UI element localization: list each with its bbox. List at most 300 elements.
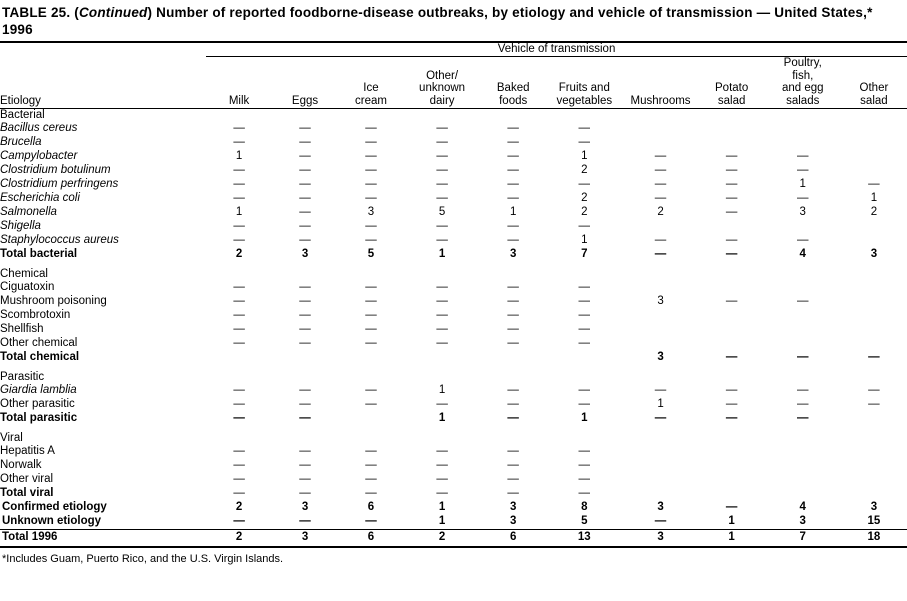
cell-baked-foods: 3	[509, 501, 517, 513]
row-label: Scombrotoxin	[0, 309, 71, 321]
cell-fruits-vegetables: 7	[581, 248, 588, 260]
cell-eggs	[272, 350, 338, 364]
cell-mushrooms: 3	[657, 295, 664, 307]
summary-row-confirmed	[0, 500, 907, 514]
header-milk-line1: Milk	[228, 94, 250, 107]
cell-ice-cream: —	[365, 192, 377, 204]
cell-mushrooms: —	[654, 178, 667, 190]
cell-other-salad	[841, 294, 907, 308]
table-row-total	[0, 486, 907, 500]
cell-potato-salad: 1	[728, 531, 735, 543]
cell-milk: —	[233, 323, 245, 335]
cell-poultry-salads: 1	[799, 178, 806, 190]
header-ice-cream-line2: cream	[355, 94, 387, 107]
cell-potato-salad	[699, 135, 765, 149]
table-row	[0, 444, 907, 458]
cell-eggs: —	[299, 234, 311, 246]
cell-poultry-salads: —	[796, 295, 809, 307]
cell-poultry-salads	[765, 219, 841, 233]
cell-mushrooms	[622, 458, 698, 472]
cell-fruits-vegetables: —	[578, 295, 591, 307]
cell-other-dairy: —	[436, 337, 448, 349]
cell-poultry-salads	[765, 444, 841, 458]
header-baked-foods	[480, 57, 546, 108]
cell-eggs: —	[299, 337, 311, 349]
cell-other-dairy: 1	[438, 501, 446, 513]
cell-ice-cream: —	[365, 445, 377, 457]
cell-fruits-vegetables: 2	[581, 164, 588, 176]
cell-mushrooms	[622, 280, 698, 294]
summary-row-total	[0, 530, 907, 545]
cell-mushrooms: —	[654, 248, 667, 260]
cell-mushrooms: —	[654, 150, 667, 162]
table-row	[0, 163, 907, 177]
group-spacer-chemical	[206, 268, 907, 280]
cell-eggs: —	[299, 459, 311, 471]
cell-baked-foods: 3	[509, 248, 517, 260]
cell-other-salad	[841, 219, 907, 233]
cell-potato-salad	[699, 472, 765, 486]
cell-mushrooms: —	[654, 412, 667, 424]
cell-milk: —	[233, 515, 245, 527]
cell-eggs: —	[299, 445, 311, 457]
outbreaks-table	[0, 43, 907, 548]
cell-eggs: —	[299, 192, 311, 204]
cell-eggs: —	[299, 220, 311, 232]
cell-milk: —	[233, 398, 245, 410]
cell-eggs: —	[299, 136, 311, 148]
cell-other-dairy: 1	[438, 248, 446, 260]
cell-eggs: —	[299, 178, 311, 190]
cell-milk: —	[233, 178, 245, 190]
cell-ice-cream	[338, 350, 404, 364]
header-potato-line2: salad	[717, 94, 746, 107]
cell-poultry-salads	[765, 135, 841, 149]
cell-eggs: —	[299, 309, 311, 321]
row-label: Salmonella	[0, 206, 57, 218]
cell-baked-foods: —	[507, 295, 519, 307]
cell-other-dairy: —	[436, 122, 448, 134]
table-row	[0, 205, 907, 219]
cell-potato-salad: 1	[728, 515, 735, 527]
row-label: Other chemical	[0, 337, 78, 349]
cell-other-dairy: —	[436, 178, 448, 190]
table-row	[0, 383, 907, 397]
cell-poultry-salads: —	[796, 351, 809, 363]
cell-other-dairy: —	[436, 323, 448, 335]
cell-baked-foods: —	[507, 178, 519, 190]
cell-milk: —	[233, 473, 245, 485]
cell-ice-cream: 6	[367, 501, 375, 513]
cell-potato-salad: —	[725, 234, 738, 246]
cell-eggs: 3	[301, 531, 309, 543]
cell-mushrooms	[622, 322, 698, 336]
cell-poultry-salads: 3	[799, 206, 806, 218]
cell-milk: 1	[235, 150, 243, 162]
cell-fruits-vegetables: —	[578, 281, 591, 293]
cell-ice-cream: —	[365, 309, 377, 321]
table-row	[0, 219, 907, 233]
cell-fruits-vegetables: —	[578, 178, 591, 190]
cell-other-salad	[841, 121, 907, 135]
table-row	[0, 336, 907, 350]
cell-other-salad: —	[868, 398, 880, 410]
cell-baked-foods: —	[507, 398, 519, 410]
cell-ice-cream: —	[365, 164, 377, 176]
cell-ice-cream: —	[365, 459, 377, 471]
cell-mushrooms: 3	[657, 351, 664, 363]
header-ice-cream-line1: Ice	[363, 82, 379, 94]
cell-milk: 1	[235, 206, 243, 218]
cell-potato-salad: —	[725, 206, 738, 218]
cell-milk: —	[233, 487, 245, 499]
cell-mushrooms: —	[654, 384, 667, 396]
cell-poultry-salads	[765, 486, 841, 500]
table-row	[0, 472, 907, 486]
cell-ice-cream: —	[365, 295, 377, 307]
cell-ice-cream: —	[365, 178, 377, 190]
footnote: *Includes Guam, Puerto Rico, and the U.S. Virgin Islands.	[2, 553, 284, 565]
cell-potato-salad: —	[725, 412, 738, 424]
row-label: Unknown etiology	[2, 515, 102, 527]
header-mushrooms-line1: Mushrooms	[630, 94, 691, 107]
cell-baked-foods: —	[507, 323, 519, 335]
cell-ice-cream: —	[365, 473, 377, 485]
cell-other-salad: —	[868, 384, 880, 396]
cell-milk: —	[233, 459, 245, 471]
cell-other-salad	[841, 411, 907, 425]
cell-baked-foods: —	[507, 122, 519, 134]
header-baked-line1: Baked	[496, 82, 530, 94]
header-other-unknown-dairy	[404, 57, 480, 108]
header-fruits-line1: Fruits and	[558, 82, 610, 94]
group-header-chemical	[0, 268, 907, 280]
row-label: Total chemical	[0, 351, 80, 363]
header-baked-line2: foods	[499, 94, 528, 107]
group-header-bacterial	[0, 109, 907, 122]
cell-baked-foods: —	[507, 384, 519, 396]
cell-other-dairy: —	[436, 234, 448, 246]
cell-other-dairy: —	[436, 164, 448, 176]
cell-baked-foods: —	[507, 136, 519, 148]
cell-baked-foods: —	[507, 412, 519, 424]
cell-other-salad	[841, 308, 907, 322]
cell-other-dairy: —	[436, 281, 448, 293]
cell-poultry-salads: —	[796, 398, 809, 410]
header-other-salad	[841, 57, 907, 108]
cell-mushrooms	[622, 135, 698, 149]
cell-fruits-vegetables: —	[578, 309, 591, 321]
row-label: Total bacterial	[0, 248, 78, 260]
cell-milk: —	[233, 445, 245, 457]
cell-mushrooms: 3	[657, 501, 664, 513]
header-poultry-line2: fish,	[792, 69, 814, 82]
header-potato-salad	[699, 57, 765, 108]
cell-fruits-vegetables: 5	[581, 515, 588, 527]
header-poultry-fish-egg-salads	[765, 57, 841, 108]
cell-milk: 2	[235, 248, 243, 260]
cell-eggs: —	[299, 398, 311, 410]
row-label: Shellfish	[0, 323, 44, 335]
cell-fruits-vegetables: 8	[581, 501, 588, 513]
cell-baked-foods	[480, 350, 546, 364]
cell-poultry-salads	[765, 336, 841, 350]
cell-milk	[206, 350, 272, 364]
table-row	[0, 233, 907, 247]
cell-milk: —	[233, 164, 245, 176]
cell-potato-salad: —	[725, 150, 738, 162]
cell-other-salad: 1	[870, 192, 878, 204]
row-label: Clostridium botulinum	[0, 164, 111, 176]
table-row	[0, 280, 907, 294]
group-header-parasitic	[0, 371, 907, 383]
cell-other-salad	[841, 472, 907, 486]
cell-other-salad	[841, 458, 907, 472]
cell-potato-salad	[699, 322, 765, 336]
table-row-total	[0, 247, 907, 261]
cell-ice-cream: —	[365, 136, 377, 148]
header-dairy-line3: dairy	[429, 94, 455, 107]
title-suffix: ) Number of reported foodborne-disease outbreaks, by etiology and vehicle of transmission — United States,* 1996	[2, 5, 873, 37]
table-row	[0, 191, 907, 205]
group-label-parasitic: Parasitic	[0, 371, 45, 383]
cell-poultry-salads	[765, 458, 841, 472]
cell-baked-foods: —	[507, 445, 519, 457]
cell-eggs: —	[299, 384, 311, 396]
cell-other-salad	[841, 486, 907, 500]
row-label: Confirmed etiology	[2, 501, 107, 513]
header-poultry-line1: Poultry,	[783, 57, 822, 69]
cell-other-dairy: —	[436, 192, 448, 204]
cell-eggs: —	[299, 206, 311, 218]
cell-ice-cream	[338, 411, 404, 425]
cell-fruits-vegetables: —	[578, 337, 591, 349]
page-title	[0, 0, 907, 40]
cell-potato-salad	[699, 336, 765, 350]
cell-ice-cream: —	[365, 515, 377, 527]
cell-milk: —	[233, 234, 245, 246]
cell-fruits-vegetables: —	[578, 220, 591, 232]
cell-poultry-salads	[765, 472, 841, 486]
cell-ice-cream: —	[365, 323, 377, 335]
cell-fruits-vegetables: —	[578, 398, 591, 410]
cell-poultry-salads: 4	[799, 501, 806, 513]
cell-milk: 2	[235, 531, 243, 543]
group-label-viral: Viral	[0, 432, 23, 444]
cell-mushrooms: 3	[657, 531, 664, 543]
title-prefix: TABLE 25. (	[2, 5, 79, 20]
cell-other-dairy: —	[436, 398, 448, 410]
cell-ice-cream: —	[365, 337, 377, 349]
cell-fruits-vegetables: —	[578, 384, 591, 396]
cell-baked-foods: —	[507, 281, 519, 293]
cell-poultry-salads: —	[796, 412, 809, 424]
cell-fruits-vegetables: —	[578, 487, 591, 499]
vehicle-group-header-row	[0, 43, 907, 55]
table-row	[0, 308, 907, 322]
cell-ice-cream: —	[365, 398, 377, 410]
cell-baked-foods: 1	[509, 206, 517, 218]
cell-fruits-vegetables: —	[578, 459, 591, 471]
bottom-rule-row	[0, 544, 907, 547]
cell-other-dairy: —	[436, 473, 448, 485]
cell-other-salad: 15	[867, 515, 881, 527]
group-spacer	[0, 261, 907, 268]
header-mushrooms	[622, 57, 698, 108]
cell-ice-cream: 5	[367, 248, 375, 260]
cell-other-salad	[841, 233, 907, 247]
cell-eggs: —	[299, 281, 311, 293]
row-label: Staphylococcus aureus	[0, 234, 119, 246]
cell-eggs: 3	[301, 248, 309, 260]
group-label-bacterial: Bacterial	[0, 109, 45, 121]
row-label: Giardia lamblia	[0, 384, 77, 396]
row-label: Total parasitic	[0, 412, 78, 424]
cell-milk: —	[233, 281, 245, 293]
cell-other-dairy: —	[436, 220, 448, 232]
cell-potato-salad: —	[725, 192, 738, 204]
cell-other-dairy: 2	[438, 531, 446, 543]
cell-poultry-salads	[765, 308, 841, 322]
cell-potato-salad	[699, 280, 765, 294]
cell-baked-foods: —	[507, 337, 519, 349]
table-row	[0, 149, 907, 163]
row-label: Shigella	[0, 220, 41, 232]
header-dairy-line1: Other/	[426, 69, 459, 82]
cell-mushrooms: —	[654, 515, 667, 527]
cell-other-dairy: —	[436, 309, 448, 321]
cell-potato-salad: —	[725, 164, 738, 176]
cell-mushrooms	[622, 486, 698, 500]
cell-mushrooms: 2	[657, 206, 664, 218]
cell-poultry-salads: 3	[799, 515, 806, 527]
table-row-total	[0, 411, 907, 425]
cell-poultry-salads: —	[796, 234, 809, 246]
cell-fruits-vegetables: 1	[581, 234, 588, 246]
cell-milk: —	[233, 122, 245, 134]
cell-potato-salad	[699, 486, 765, 500]
cell-other-dairy	[404, 350, 480, 364]
cell-potato-salad: —	[725, 398, 738, 410]
cell-other-dairy: —	[436, 295, 448, 307]
cell-potato-salad: —	[725, 178, 738, 190]
cell-mushrooms	[622, 444, 698, 458]
cell-mushrooms	[622, 121, 698, 135]
group-header-viral	[0, 432, 907, 444]
header-potato-line1: Potato	[715, 82, 749, 94]
cell-milk: —	[233, 337, 245, 349]
cell-potato-salad	[699, 121, 765, 135]
row-label: Escherichia coli	[0, 192, 80, 204]
cell-ice-cream: —	[365, 281, 377, 293]
table-row	[0, 397, 907, 411]
cell-other-salad	[841, 149, 907, 163]
cell-ice-cream: —	[365, 150, 377, 162]
row-label: Mushroom poisoning	[0, 295, 107, 307]
cell-other-dairy: —	[436, 487, 448, 499]
cell-other-salad: 18	[867, 531, 881, 543]
cell-mushrooms: —	[654, 234, 667, 246]
cell-fruits-vegetables: 1	[581, 150, 588, 162]
table-row-total	[0, 350, 907, 364]
cell-other-dairy: 1	[438, 412, 446, 424]
cell-ice-cream: —	[365, 234, 377, 246]
cell-eggs: —	[299, 515, 311, 527]
cell-eggs: —	[299, 164, 311, 176]
row-label: Brucella	[0, 136, 42, 148]
cell-poultry-salads: 7	[799, 531, 806, 543]
header-fruits-and-vegetables	[546, 57, 622, 108]
cell-ice-cream: —	[365, 220, 377, 232]
cell-poultry-salads: —	[796, 164, 809, 176]
cell-mushrooms: 1	[657, 398, 664, 410]
cell-baked-foods: 3	[509, 515, 517, 527]
cell-other-dairy: —	[436, 445, 448, 457]
table-row	[0, 322, 907, 336]
header-poultry-line4: salads	[786, 94, 820, 107]
group-spacer-viral	[206, 432, 907, 444]
cell-potato-salad: —	[725, 351, 738, 363]
cell-other-dairy: —	[436, 150, 448, 162]
table-row	[0, 135, 907, 149]
cell-other-salad	[841, 163, 907, 177]
cell-baked-foods: —	[507, 473, 519, 485]
cell-baked-foods: —	[507, 150, 519, 162]
cell-fruits-vegetables: 1	[581, 412, 588, 424]
cell-eggs: —	[299, 150, 311, 162]
header-dairy-line2: unknown	[419, 82, 466, 94]
cell-eggs: 3	[301, 501, 309, 513]
row-label: Hepatitis A	[0, 445, 55, 457]
header-other-salad-line1: Other	[859, 82, 889, 94]
cell-eggs: —	[299, 487, 311, 499]
table-row	[0, 294, 907, 308]
group-spacer	[0, 364, 907, 371]
column-header-row	[0, 57, 907, 108]
header-milk	[206, 57, 272, 108]
table-row	[0, 121, 907, 135]
cell-fruits-vegetables: —	[578, 445, 591, 457]
cell-other-dairy: —	[436, 459, 448, 471]
cell-baked-foods: —	[507, 234, 519, 246]
cell-fruits-vegetables: —	[578, 122, 591, 134]
cell-other-salad	[841, 336, 907, 350]
cell-other-dairy: —	[436, 136, 448, 148]
cell-potato-salad: —	[725, 501, 738, 513]
header-other-salad-line2: salad	[860, 94, 888, 107]
cell-fruits-vegetables: 2	[581, 206, 588, 218]
cell-milk: —	[233, 136, 245, 148]
cell-milk: —	[233, 384, 245, 396]
row-label: Campylobacter	[0, 150, 78, 162]
cell-eggs: —	[299, 295, 311, 307]
cell-poultry-salads: —	[796, 192, 809, 204]
cell-potato-salad: —	[725, 248, 738, 260]
cell-fruits-vegetables: 13	[577, 531, 591, 543]
cell-milk: —	[233, 192, 245, 204]
cell-baked-foods: 6	[509, 531, 517, 543]
blank-corner	[0, 43, 206, 55]
cell-milk: —	[233, 412, 245, 424]
row-label: Ciguatoxin	[0, 281, 55, 293]
row-label: Bacillus cereus	[0, 122, 78, 134]
cell-other-salad	[841, 322, 907, 336]
cell-mushrooms	[622, 308, 698, 322]
cell-poultry-salads	[765, 121, 841, 135]
header-eggs	[272, 57, 338, 108]
header-fruits-line2: vegetables	[556, 94, 613, 107]
cell-baked-foods: —	[507, 487, 519, 499]
